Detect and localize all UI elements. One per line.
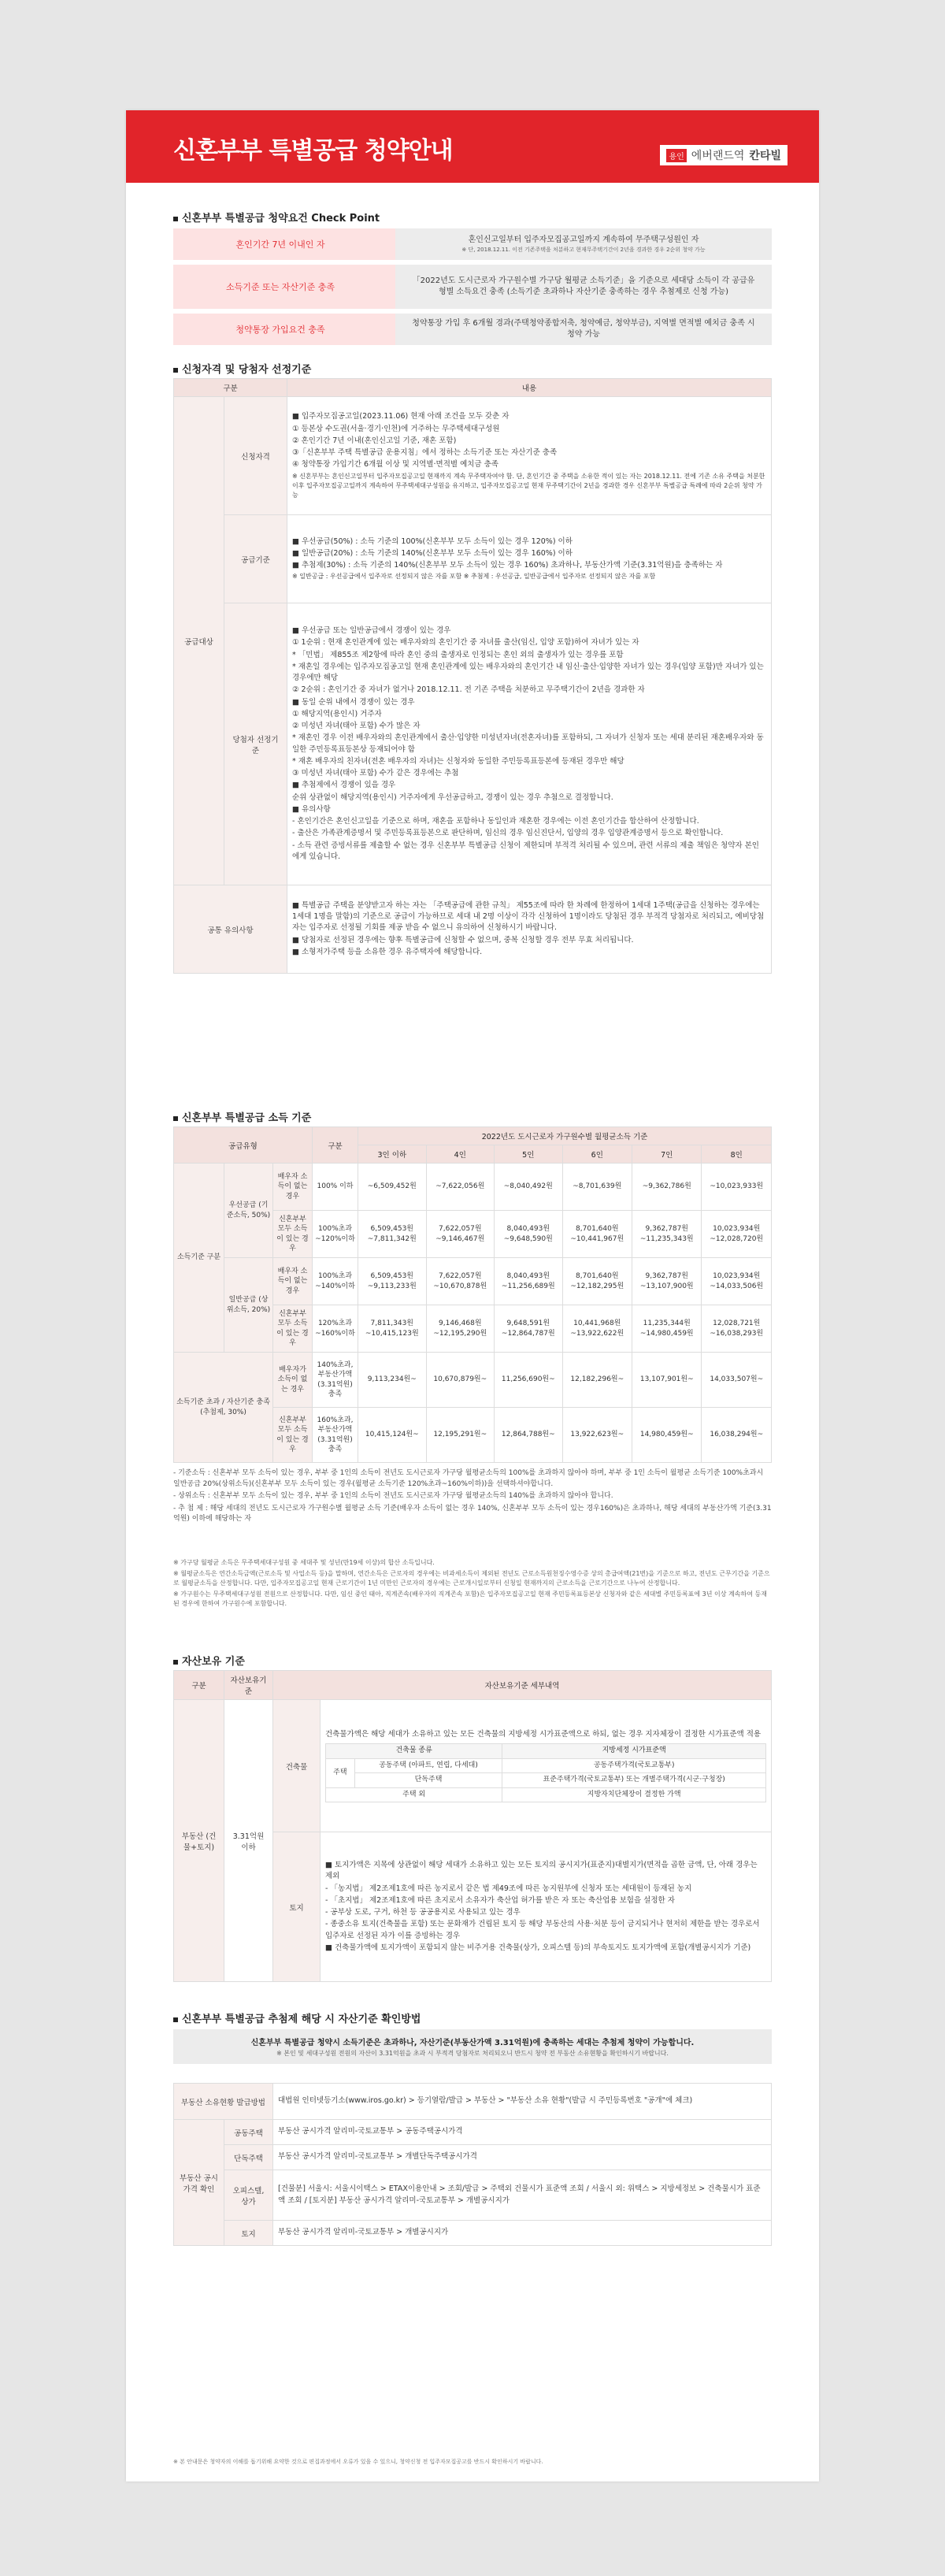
footer-note: ※ 본 안내문은 청약자의 이해를 돕기위해 요약한 것으로 편집과정에서 오류가 있을 수 있으니, 청약신청 전 입주자모집공고를 반드시 확인하시기 바랍니다. — [173, 2459, 543, 2465]
qual-table — [173, 378, 772, 974]
asset-left: 부동산 (건물+토지) — [174, 1700, 224, 1982]
method-announcement: 신혼부부 특별공급 청약시 소득기준은 초과하나, 자산기준(부동산가액 3.31억원)에 충족하는 세대는 추첨제 청약이 가능합니다. ※ 본인 및 세대구성원 전원의 자산이 3.31억원을 초과 시 부적격 당첨자로 처리되오니 반드시 청약 전 부동산 소유현황을 확인하시기 바랍니다. — [173, 2029, 772, 2064]
income-group: 소득기준 구분 — [174, 1164, 224, 1353]
qual-row4-content: ■ 특별공급 주택을 분양받고자 하는 자는 「주택공급에 관한 규칙」 제55조에 따라 한 차례에 한정하여 1세대 1주택(공급을 신청하는 경우에는 1세대 1명을 말함)의 기준으로 공급이 가능하므로 세대 내 2명 이상이 각각 신청하여 1명이라도 당첨된 경우 부적격 당첨자로 처리되고, 예비당첨자는 입주자로 선정될 기회를 제공 받을 수 없으니 유의하여 신청하시기 바랍니다. ■ 당첨자로 선정된 경우에는 향후 특별공급에 신청할 수 없으며, 중복 신청할 경우 전부 무효 처리됩니다. ■ 소형저가주택 등을 소유한 경우 유주택자에 해당합니다. — [287, 885, 772, 974]
checkpoint-text: 혼인신고일부터 입주자모집공고일까지 계속하여 무주택구성원인 자 — [468, 235, 699, 244]
qual-row-label: 당첨자 선정기준 — [224, 603, 287, 885]
checkpoint-note: ※ 단, 2018.12.11. 이전 기존주택을 처분하고 현재무주택기간이 2년을 경과한 경우 2순위 청약 가능 — [461, 247, 706, 254]
income-col: 7인 — [632, 1145, 702, 1164]
income-notes: - 기준소득 : 신혼부부 모두 소득이 있는 경우, 부부 중 1인의 소득이 전년도 도시근로자 가구당 월평균소득의 100%를 초과하지 않아야 하며, 부부 중 1인 소득이 월평균 소득기준 100%초과시 일반공급 20%(상위소득)(신혼부부 모두 소득이 있는 경우(월평균 소득기준 120%초과~160%이하))을 선택하셔야합니다. - 상위소득 : 신혼부부 모두 소득이 있는 경우, 부부 중 1인의 소득이 전년도 도시근로자 가구당 월평균소득의 140%를 초과하지 않아야 합니다. - 추 첨 제 : 해당 세대의 전년도 도시근로자 가구원수별 월평균 소득 기준(배우자 소득이 없는 경우 140%, 신혼부부 모두 소득이 있는 경우160%)은 초과하나, 해당 세대의 부동산가액 기준(3.31억원) 이하에 해당하는 자 — [173, 1469, 772, 1523]
asset-land-content: ■ 토지가액은 지목에 상관없이 해당 세대가 소유하고 있는 모든 토지의 공시지가(표준지)대별지가(면적을 곱한 금액, 단, 아래 경우는 제외 - 「농지법」 제2조제1호에 따른 농지로서 같은 법 제49조에 따른 농지원부에 신청자 또는 세대원이 등재된 농지 - 「초지법」 제2조제1호에 따른 초지로서 소유자가 축산업 허가를 받은 자 또는 축산업용 보험을 설정한 자 - 공부상 도로, 구거, 하천 등 공공용지로 사용되고 있는 경우 - 종중소유 토지(건축물을 포함) 또는 문화재가 건립된 토지 등 해당 부동산의 사용·처분 등이 금지되거나 현저히 제한을 받는 경우로서 입주자로 선정된 자가 이를 증빙하는 경우 ■ 건축물가액에 토지가액이 포함되지 않는 비주거용 건축물(상가, 오피스텔 등)의 부속토지도 토지가액에 포함(개별공시지가 기준) — [321, 1832, 772, 1982]
income-col: 6인 — [562, 1145, 632, 1164]
income-header-top: 2022년도 도시근로자 가구원수별 월평균소득 기준 — [358, 1127, 772, 1145]
income-type: 소득기준 초과 / 자산기준 충족 (추첨제, 30%) — [174, 1353, 273, 1463]
qual-row1-content: ■ 입주자모집공고일(2023.11.06) 현재 아래 조건을 모두 갖춘 자 ① 등본상 수도권(서울·경기·인천)에 거주하는 무주택세대구성원 ② 혼인기간 7년 이내(혼인신고일 기준, 재혼 포함) ③「신혼부부 주택 특별공급 운용지침」에서 정하는 소득기준 또는 자산기준 충족 ④ 청약통장 가입기간 6개월 이상 및 지역별·면적별 예치금 충족 ※ 신혼부부는 혼인신고일부터 입주자모집공고일 현재까지 계속 무주택자여야 함. 단, 혼인기간 중 주택을 소유한 적이 있는 자는 2018.12.11. 전에 기존 소유 주택을 처분한 이후 입주자모집공고일까지 계속하여 무주택세대구성원을 유지하고, 입주자모집공고일 현재 무주택기간이 2년을 경과한 경우 신혼부부 특별공급 특례에 따라 2순위 청약 가능 — [287, 397, 772, 515]
checkpoint-row — [173, 228, 772, 260]
asset-table: 구분 자산보유기준 자산보유기준 세부내역 부동산 (건물+토지) 3.31억원 이하 건축물 건축물가액은 해당 세대가 소유하고 있는 모든 건축물의 지방세정 시가표준액으로 하되, 없는 경우 지자체장이 결정한 시가표준액 적용 건축물 종류 지방세정 시가표준액 주택 공동주택 (아파트, 연립, 다세대) 공동주택가격(국토교통부) 단독주택 표준주택가격(국토교통부) 또는 개별주택가격(시군·구청장) 주택 외 지방자치단체장이 결정한 가액 토지 ■ 토지가액은 지목에 상관없이 해당 세대가 소유하고 있는 모든 토지의 공시지가(표준지)대별지가(면적을 곱한 금액, 단, 아래 경우는 제외 - 「농지법」 제2조제1호에 따른 농지로서 같은 법 제49조에 따른 농지원부에 신청자 또는 세대원이 등재된 농지 - 「초지법」 제2조제1호에 따른 초지로서 소유자가 축산업 허가를 받은 자 또는 축산업용 보험을 설정한 자 - 공부상 도로, 구거, 하천 등 공공용지로 사용되고 있는 경우 - 종중소유 토지(건축물을 포함) 또는 문화재가 건립된 토지 등 해당 부동산의 사용·처분 등이 금지되거나 현저히 제한을 받는 경우로서 입주자로 선정된 자가 이를 증빙하는 경우 ■ 건축물가액에 토지가액이 포함되지 않는 비주거용 건축물(상가, 오피스텔 등)의 부속토지도 토지가액에 포함(개별공시지가 기준) — [173, 1670, 772, 1982]
asset-building-label: 건축물 — [273, 1700, 321, 1832]
qual-header-gubun: 구분 — [174, 379, 287, 397]
method-label: 부동산 소유현황 발급방법 — [174, 2084, 273, 2120]
qual-header-content: 내용 — [287, 379, 772, 397]
income-type: 일반공급 (상위소득, 20%) — [224, 1258, 273, 1353]
qual-row-label: 신청자격 — [224, 397, 287, 515]
qual-row2-content: ■ 우선공급(50%) : 소득 기준의 100%(신혼부부 모두 소득이 있는 경우 120%) 이하 ■ 일반공급(20%) : 소득 기준의 140%(신혼부부 모두 소득이 있는 경우 160%) 이하 ■ 추첨제(30%) : 소득 기준의 140%(신혼부부 모두 소득이 있는 경우 160%) 초과하나, 부동산가액 기준(3.31억원)을 충족하는 자 ※ 일반공급 : 우선공급에서 입주자로 선정되지 않은 자를 포함 ※ 추첨제 : 우선공급, 일반공급에서 입주자로 선정되지 않은 자를 포함 — [287, 515, 772, 603]
checkpoint-text: 「2022년도 도시근로자 가구원수별 가구당 월평균 소득기준」을 기준으로 세대당 소득이 각 공급유형별 소득요건 충족 (소득기준 초과하나 자산기준 충족하는 경우 추첨제로 신청 가능) — [412, 276, 755, 296]
checkpoint-label: 혼인기간 7년 이내인 자 — [173, 228, 387, 260]
asset-title: 자산보유 기준 — [173, 1653, 245, 1668]
page-title: 신혼부부 특별공급 청약안내 — [173, 137, 453, 165]
method-text: 대법원 인터넷등기소(www.iros.go.kr) > 등기열람/발급 > 부동산 > "부동산 소유 현황"(발급 시 주민등록번호 "공개"에 체크) — [273, 2084, 772, 2120]
income-col: 5인 — [495, 1145, 563, 1164]
asset-limit: 3.31억원 이하 — [224, 1700, 273, 1982]
income-row: 소득기준 구분 우선공급 (기준소득, 50%) 배우자 소득이 없는 경우 100% 이하 ~6,509,452원 ~7,622,056원 ~8,040,492원 ~8,701,639원 ~9,362,786원 ~10,023,933원 — [174, 1164, 772, 1211]
qual-title: 신청자격 및 당첨자 선정기준 — [173, 361, 311, 376]
income-row: 신혼부부 모두 소득이 있는 경우 120%초과 ~160%이하 7,811,343원 ~10,415,123원 9,146,468원 ~12,195,290원 9,648,591원 ~12,864,787원 10,441,968원 ~13,922,622원 11,235,344원 ~14,980,459원 12,028,721원 ~16,038,293원 — [174, 1305, 772, 1353]
income-row: 신혼부부 모두 소득이 있는 경우 100%초과 ~120%이하 6,509,453원 ~7,811,342원 7,622,057원 ~9,146,467원 8,040,493원 ~9,648,590원 8,701,640원 ~10,441,967원 9,362,787원 ~11,235,343원 10,023,934원 ~12,028,720원 — [174, 1211, 772, 1258]
brand-logo — [660, 145, 788, 165]
qual-group-label: 공급대상 — [174, 397, 224, 885]
checkpoint-title: 신혼부부 특별공급 청약요건 Check Point — [173, 210, 380, 225]
asset-land-label: 토지 — [273, 1832, 321, 1982]
checkpoint-row — [173, 265, 772, 309]
income-type: 우선공급 (기준소득, 50%) — [224, 1164, 273, 1258]
asset-inner-table: 건축물 종류 지방세정 시가표준액 주택 공동주택 (아파트, 연립, 다세대) 공동주택가격(국토교통부) 단독주택 표준주택가격(국토교통부) 또는 개별주택가격(시군·구청장) 주택 외 지방자치단체장이 결정한 가액 — [325, 1743, 766, 1802]
checkpoint-label: 소득기준 또는 자산기준 충족 — [173, 265, 387, 309]
brand-name-2: 칸타빌 — [749, 150, 781, 162]
income-header-gubun: 구분 — [313, 1127, 358, 1164]
method-group: 부동산 공시가격 확인 — [174, 2120, 224, 2246]
checkpoint-row — [173, 314, 772, 345]
income-col: 8인 — [702, 1145, 772, 1164]
income-col: 3인 이하 — [358, 1145, 427, 1164]
income-row: 신혼부부 모두 소득이 있는 경우 160%초과, 부동산가액 (3.31억원) 충족 10,415,124원~ 12,195,291원~ 12,864,788원~ 13,922,623원~ 14,980,459원~ 16,038,294원~ — [174, 1408, 772, 1463]
checkpoint-label: 청약통장 가입요건 충족 — [173, 314, 387, 345]
income-notes-2: ※ 가구당 월평균 소득은 무주택세대구성원 중 세대주 및 성년(만19세 이상)의 합산 소득입니다. ※ 월평균소득은 연간소득금액(근로소득 및 사업소득 등)을 말하며, 연간소득은 근로자의 경우에는 비과세소득이 제외된 전년도 근로소득원천징수영수증 상의 총급여액(21번)을 기준으로 하고, 전년도 근무기간을 기준으로 월평균소득을 산정합니다. 다만, 입주자모집공고일 현재 근로기간이 1년 미만인 근로자의 경우에는 근로개시일로부터 신청일 현재까지의 근로소득을 근로기간으로 나누어 산정합니다. ※ 가구원수는 무주택세대구성원 전원으로 산정합니다. 다만, 임신 중인 태아, 직계존속(배우자의 직계존속 포함)은 입주자모집공고일 현재 주민등록표등본상 신청자와 같은 세대별 주민등록표에 3년 이상 계속하여 등재된 경우에 한하여 가구원수에 포함합니다. — [173, 1559, 770, 1607]
checkpoint-text: 청약통장 가입 후 6개월 경과(주택청약종합저축, 청약예금, 청약부금), 지역별 면적별 예치금 충족 시 청약 가능 — [412, 318, 755, 339]
income-row: 일반공급 (상위소득, 20%) 배우자 소득이 없는 경우 100%초과 ~140%이하 6,509,453원 ~9,113,233원 7,622,057원 ~10,670,878원 8,040,493원 ~11,256,689원 8,701,640원 ~12,182,295원 9,362,787원 ~13,107,900원 10,023,934원 ~14,033,506원 — [174, 1258, 772, 1305]
income-title: 신혼부부 특별공급 소득 기준 — [173, 1109, 311, 1124]
income-col: 4인 — [426, 1145, 495, 1164]
qual-row-label: 공급기준 — [224, 515, 287, 603]
income-header-type: 공급유형 — [174, 1127, 313, 1164]
qual-row3-content: ■ 우선공급 또는 일반공급에서 경쟁이 있는 경우 ① 1순위 : 현재 혼인관계에 있는 배우자와의 혼인기간 중 자녀를 출산(임신, 입양 포함)하여 자녀가 있는 자 * 「민법」 제855조 제2항에 따라 혼인 중의 출생자로 인정되는 혼인 외의 출생자가 있는 경우를 포함 * 재혼일 경우에는 입주자모집공고일 현재 혼인관계에 있는 배우자와의 혼인기간 내 임신·출산·입양한 자녀가 있는 경우(입양 포함)만 자녀가 있는 경우에만 해당 ② 2순위 : 혼인기간 중 자녀가 없거나 2018.12.11. 전 기존 주택을 처분하고 무주택기간이 2년을 경과한 자 ■ 동일 순위 내에서 경쟁이 있는 경우 ① 해당지역(용인시) 거주자 ② 미성년 자녀(태아 포함) 수가 많은 자 * 재혼인 경우 이전 배우자와의 혼인관계에서 출산·입양한 미성년자녀(전혼자녀)를 포함하되, 그 자녀가 신청자 또는 세대 분리된 재혼배우자와 동일한 주민등록표등본상 등재되어야 함 * 재혼 배우자의 친자녀(전혼 배우자의 자녀)는 신청자와 동일한 주민등록표등본에 등재된 경우만 해당 ③ 미성년 자녀(태아 포함) 수가 같은 경우에는 추첨 ■ 추첨제에서 경쟁이 있을 경우 순위 상관없이 해당지역(용인시) 거주자에게 우선공급하고, 경쟁이 있는 경우 추첨으로 결정합니다. ■ 유의사항 - 혼인기간은 혼인신고일을 기준으로 하며, 재혼을 포함하나 동일인과 재혼한 경우에는 이전 혼인기간을 합산하여 산정합니다. - 출산은 가족관계증명서 및 주민등록표등본으로 판단하며, 임신의 경우 임신진단서, 입양의 경우 입양관계증명서 등으로 확인합니다. - 소득 관련 증빙서류를 제출할 수 없는 경우 신혼부부 특별공급 신청이 제한되며 부적격 처리될 수 있으며, 관련 서류의 제출 책임은 청약자 본인에게 있습니다. — [287, 603, 772, 885]
brand-name-1: 에버랜드역 — [691, 150, 745, 162]
asset-building-content: 건축물가액은 해당 세대가 소유하고 있는 모든 건축물의 지방세정 시가표준액으로 하되, 없는 경우 지자체장이 결정한 시가표준액 적용 건축물 종류 지방세정 시가표준액 주택 공동주택 (아파트, 연립, 다세대) 공동주택가격(국토교통부) 단독주택 표준주택가격(국토교통부) 또는 개별주택가격(시군·구청장) 주택 외 지방자치단체장이 결정한 가액 — [321, 1700, 772, 1832]
income-row: 소득기준 초과 / 자산기준 충족 (추첨제, 30%) 배우자가 소득이 없는 경우 140%초과, 부동산가액 (3.31억원) 충족 9,113,234원~ 10,670,879원~ 11,256,690원~ 12,182,296원~ 13,107,901원~ 14,033,507원~ — [174, 1353, 772, 1408]
method-title: 신혼부부 특별공급 추첨제 해당 시 자산기준 확인방법 — [173, 2010, 421, 2025]
qual-row-label: 공통 유의사항 — [174, 885, 287, 974]
income-table — [173, 1127, 772, 1463]
page-header — [126, 110, 819, 183]
page-sheet — [126, 110, 819, 2481]
brand-tag: 용인 — [666, 149, 686, 162]
method-table: 부동산 소유현황 발급방법 대법원 인터넷등기소(www.iros.go.kr) > 등기열람/발급 > 부동산 > "부동산 소유 현황"(발급 시 주민등록번호 "공개"에 체크) 부동산 공시가격 확인 공동주택 부동산 공시가격 알리미-국토교통부 > 공동주택공시가격 단독주택 부동산 공시가격 알리미-국토교통부 > 개별단독주택공시가격 오피스텔, 상가 [건물분] 서울시: 서울시이택스 > ETAX이용안내 > 조회/발급 > 주택외 건물시가 표준액 조회 / 서울시 외: 위택스 > 지방세정보 > 건축물시가 표준액 조회 / [토지분] 부동산 공시가격 알리미-국토교통부 > 개별공시지가 토지 부동산 공시가격 알리미-국토교통부 > 개별공시지가 — [173, 2083, 772, 2246]
